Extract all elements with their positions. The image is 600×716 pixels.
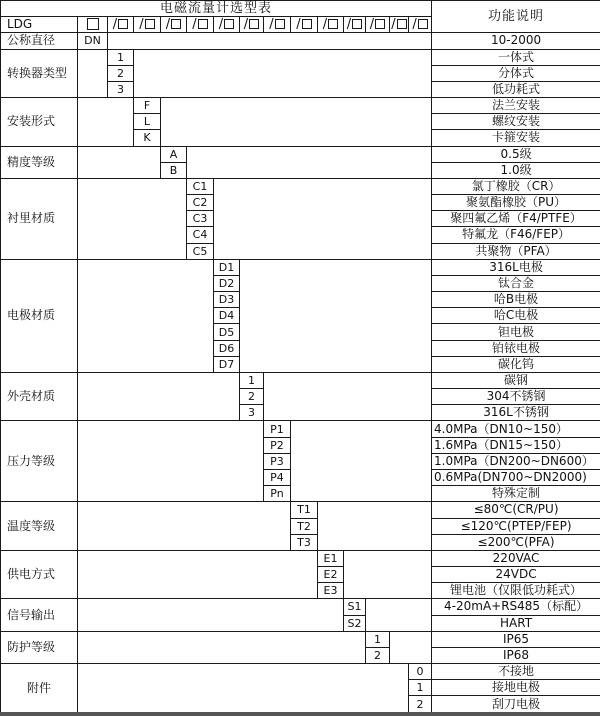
- title-row: [1, 1, 600, 17]
- table-row: [1, 421, 600, 437]
- category-label: 公称直径: [1, 33, 78, 49]
- code-cell: Pn: [264, 486, 291, 502]
- slash-glyph: /: [112, 17, 118, 33]
- blank-region: [78, 49, 108, 98]
- code-cell: C2: [187, 195, 214, 211]
- slash-checkbox-cell[interactable]: [134, 17, 161, 33]
- blank-region: [78, 631, 366, 663]
- description-cell: 1.0级: [432, 162, 600, 178]
- description-cell: HART: [432, 615, 600, 631]
- code-cell: D2: [214, 275, 240, 291]
- slash-checkbox-cell[interactable]: [214, 17, 240, 33]
- code-cell: D5: [214, 324, 240, 340]
- code-cell: P4: [264, 469, 291, 485]
- code-cell: D1: [214, 259, 240, 275]
- category-label: 精度等级: [1, 146, 78, 178]
- description-cell: 聚四氟乙烯（F4/PTFE）: [432, 211, 600, 227]
- blank-region: [161, 98, 432, 147]
- description-cell: IP65: [432, 631, 600, 647]
- description-cell: 螺纹安装: [432, 114, 600, 130]
- slash-glyph: /: [322, 17, 328, 33]
- code-cell: A: [161, 146, 187, 162]
- description-cell: 聚氨酯橡胶（PU）: [432, 195, 600, 211]
- table-row: [1, 259, 600, 275]
- description-cell: 刮刀电极: [432, 696, 600, 714]
- description-cell: ≤80℃(CR/PU): [432, 502, 600, 518]
- description-cell: 220VAC: [432, 550, 600, 566]
- category-label: 供电方式: [1, 550, 78, 599]
- code-cell: 2: [409, 696, 432, 714]
- code-cell: E3: [318, 583, 344, 599]
- model-prefix-label: LDG: [1, 17, 78, 33]
- description-cell: ≤200℃(PFA): [432, 534, 600, 550]
- slash-checkbox-cell[interactable]: [291, 17, 318, 33]
- description-cell: 哈C电极: [432, 308, 600, 324]
- blank-region: [78, 421, 264, 502]
- description-cell: 1.6MPa（DN15~150）: [432, 437, 600, 453]
- description-cell: 特殊定制: [432, 486, 600, 502]
- code-cell: E2: [318, 567, 344, 583]
- slash-checkbox-cell[interactable]: [108, 17, 134, 33]
- description-cell: 钽电极: [432, 324, 600, 340]
- description-cell: 卡箍安装: [432, 130, 600, 146]
- blank-region: [78, 372, 240, 421]
- checkbox-icon: [275, 19, 285, 29]
- checkbox-icon: [397, 19, 407, 29]
- description-cell: 304不锈钢: [432, 389, 600, 405]
- checkbox-icon: [302, 19, 312, 29]
- slash-glyph: /: [391, 17, 396, 33]
- code-cell: 2: [108, 65, 134, 81]
- description-cell: 哈B电极: [432, 292, 600, 308]
- slash-checkbox-cell[interactable]: [390, 17, 409, 33]
- checkbox-icon: [87, 18, 99, 30]
- table-row: [1, 372, 600, 388]
- code-cell: P3: [264, 453, 291, 469]
- code-cell: E1: [318, 550, 344, 566]
- table-row: [1, 550, 600, 566]
- code-cell: F: [134, 98, 161, 114]
- description-cell: 0.6MPa(DN700~DN2000): [432, 469, 600, 485]
- checkbox-icon: [118, 19, 128, 29]
- blank-region: [264, 372, 432, 421]
- code-cell: P1: [264, 421, 291, 437]
- checkbox-icon: [375, 19, 385, 29]
- code-cell: T3: [291, 534, 318, 550]
- slash-glyph: /: [192, 17, 197, 33]
- table-row: [1, 98, 600, 114]
- table-row: [1, 664, 600, 680]
- checkbox-icon: [328, 19, 338, 29]
- blank-region: [78, 664, 409, 714]
- category-label: 附件: [1, 664, 78, 714]
- table-row: [1, 631, 600, 647]
- checkbox-icon: [198, 19, 208, 29]
- description-cell: 共聚物（PFA）: [432, 243, 600, 259]
- description-cell: 316L电极: [432, 259, 600, 275]
- code-cell: 3: [240, 405, 264, 421]
- category-label: 电极材质: [1, 259, 78, 372]
- checkbox-cell[interactable]: [78, 17, 108, 33]
- code-cell: 2: [240, 389, 264, 405]
- blank-region: [78, 259, 214, 372]
- code-cell: C4: [187, 227, 214, 243]
- code-cell: C5: [187, 243, 214, 259]
- slash-checkbox-cell[interactable]: [161, 17, 187, 33]
- blank-region: [108, 33, 432, 49]
- category-label: 外壳材质: [1, 372, 78, 421]
- description-cell: 4.0MPa（DN10~150）: [432, 421, 600, 437]
- description-cell: 分体式: [432, 65, 600, 81]
- description-cell: 接地电极: [432, 680, 600, 696]
- checkbox-icon: [352, 19, 362, 29]
- category-label: 信号输出: [1, 599, 78, 631]
- function-column-header: 功能说明: [432, 1, 600, 33]
- code-cell: T2: [291, 518, 318, 534]
- blank-region: [78, 550, 318, 599]
- blank-region: [214, 178, 432, 259]
- slash-glyph: /: [412, 17, 417, 33]
- checkbox-icon: [171, 19, 181, 29]
- blank-region: [390, 631, 432, 663]
- code-cell: 3: [108, 81, 134, 97]
- diameter-row: [1, 33, 600, 49]
- page-title: 电磁流量计选型表: [1, 1, 432, 17]
- slash-checkbox-cell[interactable]: [366, 17, 390, 33]
- blank-region: [366, 599, 432, 631]
- code-cell: K: [134, 130, 161, 146]
- blank-region: [78, 178, 187, 259]
- slash-glyph: /: [369, 17, 375, 33]
- description-cell: 碳化钨: [432, 356, 600, 372]
- description-cell: 316L不锈钢: [432, 405, 600, 421]
- code-cell: D7: [214, 356, 240, 372]
- code-cell: S1: [344, 599, 366, 615]
- code-cell: T1: [291, 502, 318, 518]
- slash-checkbox-cell[interactable]: [240, 17, 264, 33]
- description-cell: 碳钢: [432, 372, 600, 388]
- slash-glyph: /: [139, 17, 144, 33]
- table-row: [1, 146, 600, 162]
- table-row: [1, 502, 600, 518]
- category-label: 防护等级: [1, 631, 78, 663]
- category-label: 压力等级: [1, 421, 78, 502]
- checkbox-icon: [249, 19, 259, 29]
- checkbox-icon: [224, 19, 234, 29]
- description-cell: 一体式: [432, 49, 600, 65]
- description-cell: 氯丁橡胶（CR）: [432, 178, 600, 194]
- blank-region: [318, 502, 432, 551]
- code-cell: C3: [187, 211, 214, 227]
- slash-checkbox-cell[interactable]: [409, 17, 432, 33]
- code-cell: 1: [366, 631, 390, 647]
- code-cell: D3: [214, 292, 240, 308]
- slash-checkbox-cell[interactable]: [264, 17, 291, 33]
- slash-glyph: /: [346, 17, 352, 33]
- code-cell: 1: [409, 680, 432, 696]
- blank-region: [240, 259, 432, 372]
- code-cell: S2: [344, 615, 366, 631]
- slash-glyph: /: [165, 17, 171, 33]
- blank-region: [78, 502, 291, 551]
- table-row: [1, 599, 600, 615]
- checkbox-icon: [418, 19, 428, 29]
- slash-glyph: /: [296, 17, 301, 33]
- code-cell: 0: [409, 664, 432, 680]
- slash-glyph: /: [218, 17, 224, 33]
- description-cell: 0.5级: [432, 146, 600, 162]
- code-cell: 1: [240, 372, 264, 388]
- description-cell: ≤120℃(PTEP/FEP): [432, 518, 600, 534]
- description-cell: 不接地: [432, 664, 600, 680]
- description-cell: 特氟龙（F46/FEP）: [432, 227, 600, 243]
- code-cell: D4: [214, 308, 240, 324]
- description-cell: 4-20mA+RS485（标配）: [432, 599, 600, 615]
- code-cell: 1: [108, 49, 134, 65]
- blank-region: [78, 599, 344, 631]
- slash-glyph: /: [269, 17, 274, 33]
- description-cell: IP68: [432, 647, 600, 663]
- blank-region: [187, 146, 432, 178]
- blank-region: [344, 550, 432, 599]
- description-cell: 1.0MPa（DN200~DN600）: [432, 453, 600, 469]
- category-label: 安装形式: [1, 98, 78, 147]
- slash-glyph: /: [243, 17, 249, 33]
- blank-region: [78, 146, 161, 178]
- description-cell: 锂电池（仅限低功耗式）: [432, 583, 600, 599]
- checkbox-icon: [145, 19, 155, 29]
- blank-region: [78, 98, 134, 147]
- description-cell: 法兰安装: [432, 98, 600, 114]
- slash-checkbox-cell[interactable]: [344, 17, 366, 33]
- table-row: [1, 178, 600, 194]
- description-cell: 24VDC: [432, 567, 600, 583]
- code-cell: DN: [78, 33, 108, 49]
- description-cell: 10-2000: [432, 33, 600, 49]
- code-cell: L: [134, 114, 161, 130]
- code-cell: P2: [264, 437, 291, 453]
- blank-region: [291, 421, 432, 502]
- slash-checkbox-cell[interactable]: [187, 17, 214, 33]
- category-label: 温度等级: [1, 502, 78, 551]
- description-cell: 铂铱电极: [432, 340, 600, 356]
- code-cell: C1: [187, 178, 214, 194]
- description-cell: 低功耗式: [432, 81, 600, 97]
- code-cell: D6: [214, 340, 240, 356]
- blank-region: [134, 49, 432, 98]
- description-cell: 钛合金: [432, 275, 600, 291]
- slash-checkbox-cell[interactable]: [318, 17, 344, 33]
- category-label: 衬里材质: [1, 178, 78, 259]
- code-cell: 2: [366, 647, 390, 663]
- category-label: 转换器类型: [1, 49, 78, 98]
- code-cell: B: [161, 162, 187, 178]
- table-row: [1, 49, 600, 65]
